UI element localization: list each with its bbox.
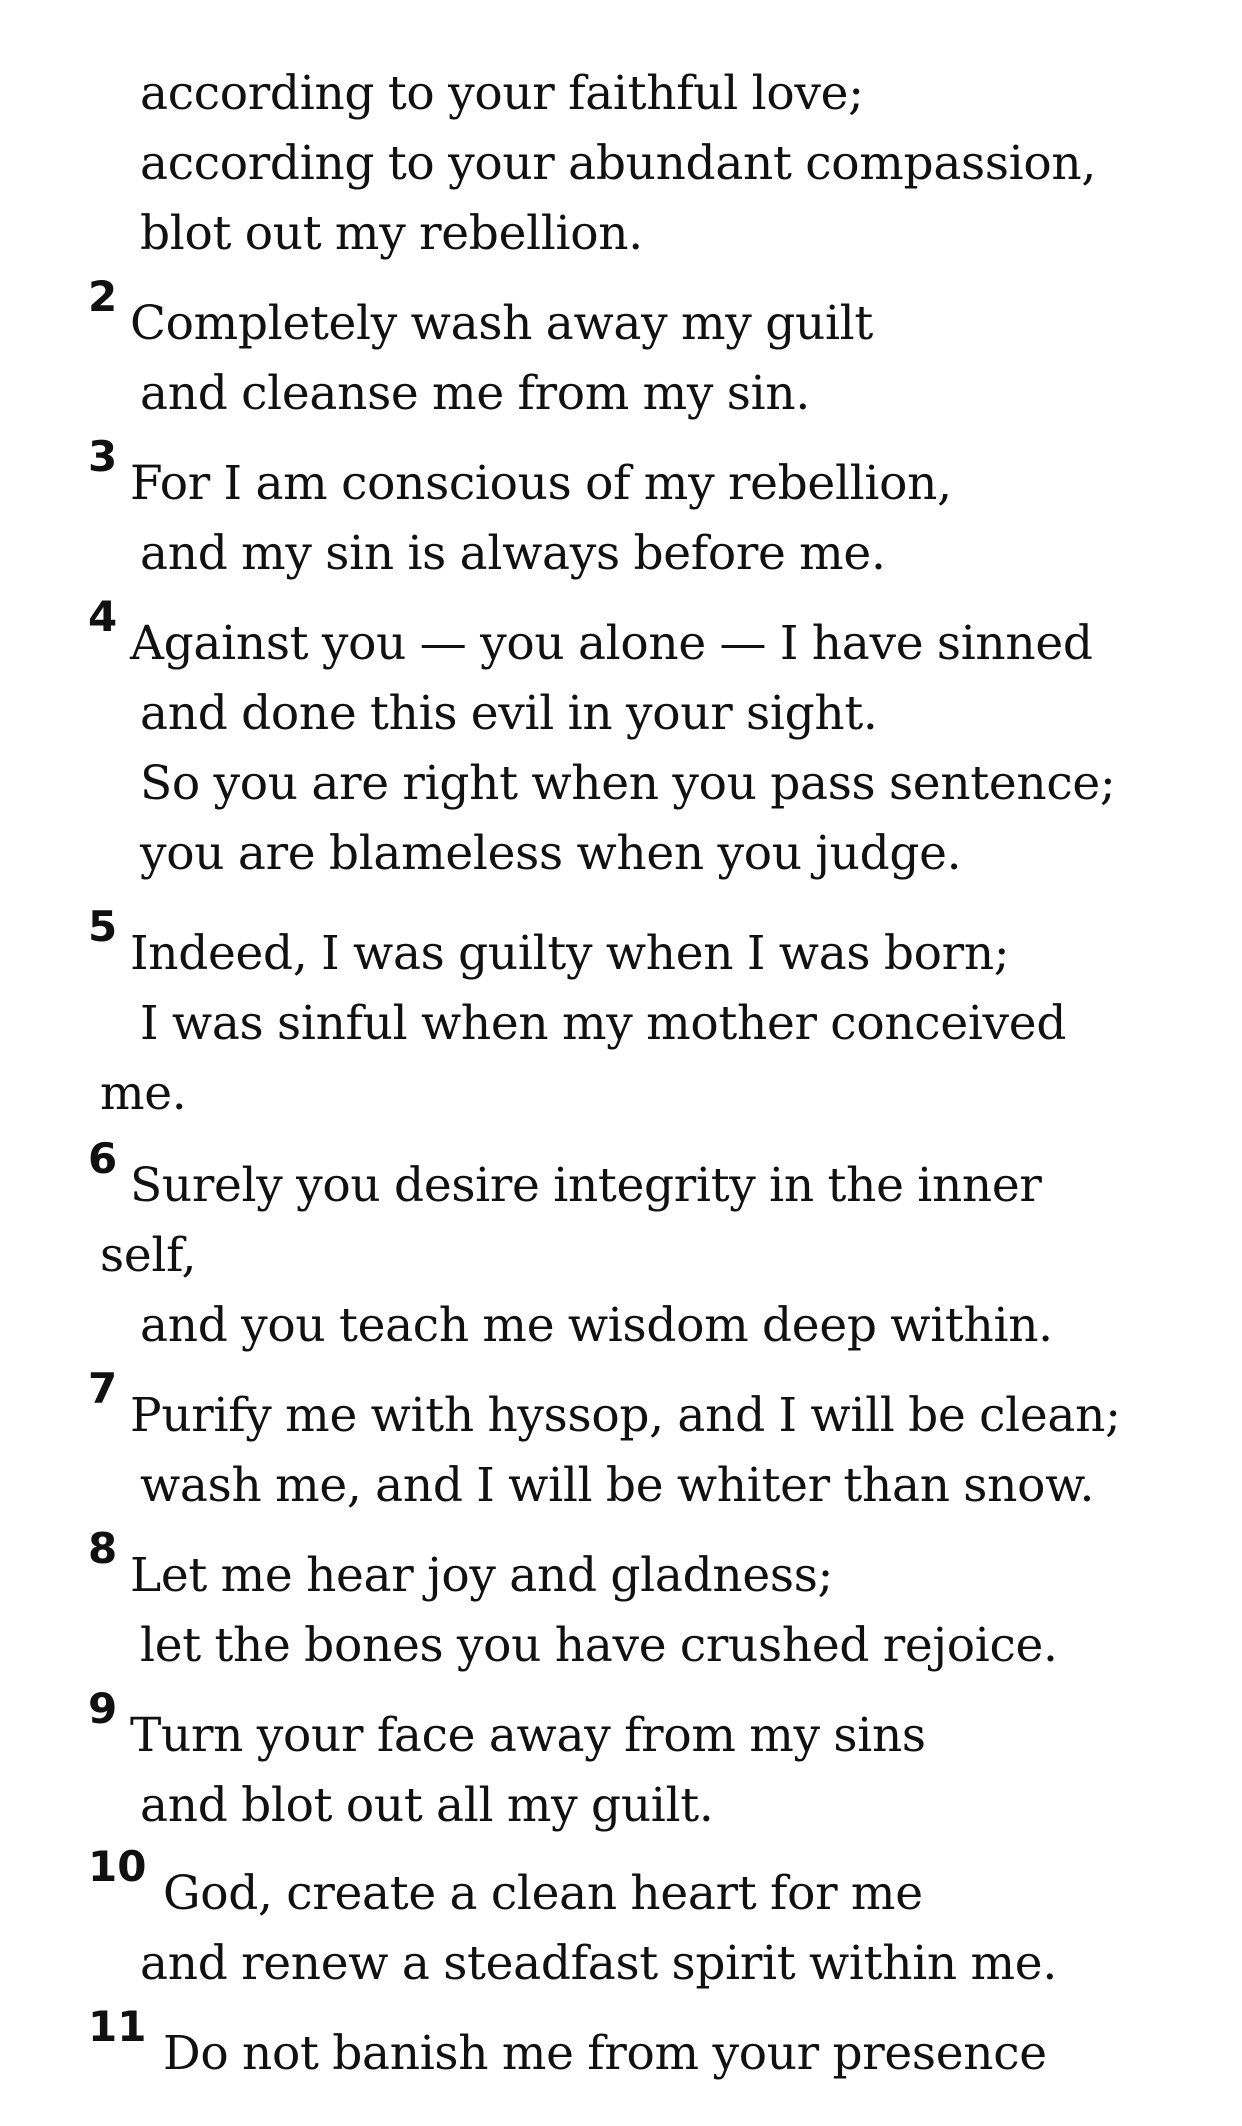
verse-line: I was sinful when my mother conceived — [140, 996, 1067, 1051]
verse-line: Surely you desire integrity in the inner — [130, 1158, 1042, 1213]
verse-line: wash me, and I will be whiter than snow. — [140, 1458, 1095, 1513]
verse-number: 11 — [88, 2002, 147, 2051]
verse-line: and renew a steadfast spirit within me. — [140, 1936, 1057, 1991]
verse-number: 2 — [88, 272, 118, 321]
verse-line: and blot out all my guilt. — [140, 1778, 714, 1833]
verse-line: according to your abundant compassion, — [140, 136, 1097, 191]
verse-line: God, create a clean heart for me — [163, 1866, 923, 1921]
verse-number: 5 — [88, 902, 118, 951]
verse-line: So you are right when you pass sentence; — [140, 756, 1116, 811]
verse-number: 6 — [88, 1134, 118, 1183]
verse-line: Against you — you alone — I have sinned — [130, 616, 1093, 671]
verse-line: let the bones you have crushed rejoice. — [140, 1618, 1058, 1673]
verse-line: me. — [100, 1066, 187, 1121]
verse-line: self, — [100, 1228, 197, 1283]
verse-line: Indeed, I was guilty when I was born; — [130, 926, 1010, 981]
verse-line: Turn your face away from my sins — [130, 1708, 926, 1763]
verse-number: 10 — [88, 1842, 147, 1891]
verse-number: 3 — [88, 432, 118, 481]
verse-line: and you teach me wisdom deep within. — [140, 1298, 1053, 1353]
verse-line: For I am conscious of my rebellion, — [130, 456, 952, 511]
verse-line: and done this evil in your sight. — [140, 686, 878, 741]
verse-line: you are blameless when you judge. — [140, 826, 962, 881]
verse-line: Do not banish me from your presence — [163, 2026, 1047, 2081]
verse-line: Let me hear joy and gladness; — [130, 1548, 834, 1603]
verse-line: and my sin is always before me. — [140, 526, 886, 581]
verse-line: blot out my rebellion. — [140, 206, 643, 261]
verse-number: 8 — [88, 1524, 118, 1573]
verse-number: 4 — [88, 592, 118, 641]
verse-line: Completely wash away my guilt — [130, 296, 873, 351]
verse-number: 7 — [88, 1364, 118, 1413]
verse-line: Purify me with hyssop, and I will be clean; — [130, 1388, 1121, 1443]
verse-number: 9 — [88, 1684, 118, 1733]
verse-line: according to your faithful love; — [140, 66, 864, 121]
verse-line: and cleanse me from my sin. — [140, 366, 810, 421]
